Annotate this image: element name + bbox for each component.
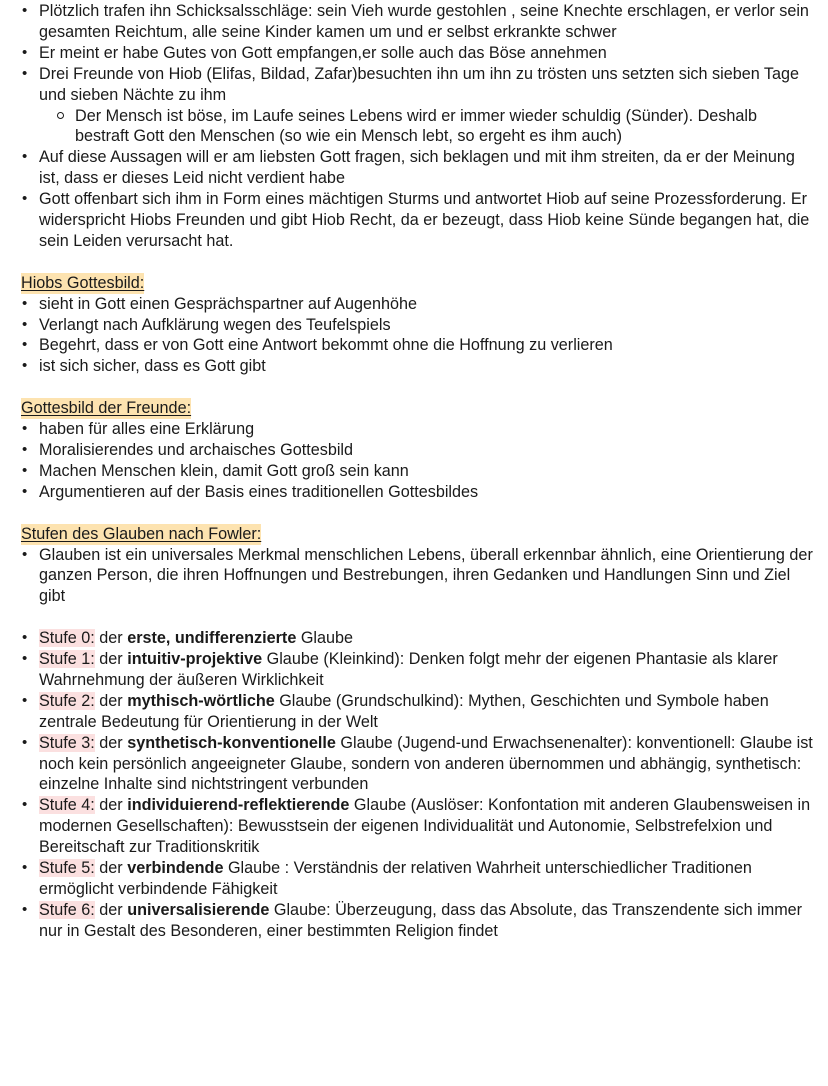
circle-bullet-icon <box>57 112 64 119</box>
intro-list <box>21 1 814 252</box>
spacer <box>21 607 814 628</box>
stufe-name: intuitiv-projektive <box>127 650 263 669</box>
stufe-pre: der <box>94 650 128 669</box>
bullet-icon: • <box>22 691 28 709</box>
stufe-description: Glaube (Grundschulkind): Mythen, Geschichten und Symbole haben zentrale Bedeutung für Orientierung in der Welt <box>39 691 769 731</box>
stufe-description: Glaube <box>296 629 354 648</box>
section-heading: Stufen des Glauben nach Fowler: <box>21 524 262 543</box>
bullet-icon: • <box>22 420 28 438</box>
list-item-text: Machen Menschen klein, damit Gott groß sein kann <box>39 461 409 480</box>
bullet-icon: • <box>22 43 28 61</box>
bullet-icon: • <box>22 2 28 19</box>
list-item <box>21 189 814 252</box>
bullet-icon: • <box>22 315 28 333</box>
bullet-icon: • <box>22 859 28 877</box>
list-item <box>21 43 814 64</box>
spacer <box>21 377 814 398</box>
sub-list-item-text: Der Mensch ist böse, im Laufe seines Lebens wird er immer wieder schuldig (Sünder). Deshalb bestraft Gott den Menschen (so wie ein Mensch lebt, so ergeht es ihm auch) <box>75 106 757 146</box>
stufe-item <box>21 733 814 796</box>
section-freunde <box>21 398 814 503</box>
list-item <box>21 482 814 503</box>
section-heading: Hiobs Gottesbild: <box>21 273 145 292</box>
stufe-name: mythisch-wörtliche <box>127 691 275 710</box>
freunde-list <box>21 419 814 503</box>
stufe-label: Stufe 4: <box>39 796 95 815</box>
section-hiob <box>21 273 814 378</box>
list-item-text: Moralisierendes und archaisches Gottesbild <box>39 441 354 459</box>
bullet-icon: • <box>22 629 28 647</box>
stufe-name: synthetisch-konventionelle <box>127 733 336 752</box>
list-item-text: Begehrt, dass er von Gott eine Antwort bekommt ohne die Hoffnung zu verlieren <box>39 336 613 355</box>
stufe-pre: der <box>94 900 128 919</box>
stufe-item <box>21 691 814 733</box>
stufen-list <box>21 628 814 942</box>
stufe-pre: der <box>94 691 128 710</box>
spacer <box>21 252 814 273</box>
stufe-name: verbindende <box>127 859 224 878</box>
stufe-label: Stufe 1: <box>39 650 95 669</box>
stufe-description: Glaube (Auslöser: Konfontation mit anderen Glaubensweisen in modernen Gesellschaften): Bewusstsein der eigenen Individualität und Autonomie, Selbstrefelxion und Bereitschaft zur Traditionskritik <box>39 796 811 857</box>
stufe-name: erste, undifferenzierte <box>127 629 297 648</box>
bullet-icon: • <box>22 482 28 500</box>
bullet-icon: • <box>22 733 28 751</box>
list-item-text: Drei Freunde von Hiob (Elifas, Bildad, Zafar)besuchten ihn um ihn zu trösten uns setzten sich sieben Tage und sieben Nächte zu ihm <box>39 64 800 104</box>
list-item-text: Glauben ist ein universales Merkmal menschlichen Lebens, überall erkennbar ähnlich, eine Orientierung der ganzen Person, die ihren Hoffnungen und Bestrebungen, ihren Gedanken und Handlungen Sinn und Ziel gibt <box>39 545 813 606</box>
stufe-name: universalisierende <box>127 900 270 919</box>
stufe-description: Glaube (Jugend-und Erwachsenenalter): konventionell: Glaube ist noch kein persönlich angeeigneter Glaube, sondern von anderen übernommen und abhängig, synthetisch: einzelne Inhalte sind nichtstringent verbunden <box>39 733 813 794</box>
spacer <box>21 503 814 524</box>
list-item <box>21 294 814 315</box>
stufe-label: Stufe 6: <box>39 900 95 919</box>
stufe-pre: der <box>94 859 128 878</box>
stufe-description: Glaube: Überzeugung, dass das Absolute, das Transzendente sich immer nur in Gestalt des Besonderen, einer bestimmten Religion findet <box>39 900 803 940</box>
bullet-icon: • <box>22 336 28 354</box>
list-item <box>21 461 814 482</box>
bullet-icon: • <box>22 190 28 208</box>
bullet-icon: • <box>22 545 28 563</box>
list-item <box>21 545 814 608</box>
list-item <box>21 440 814 461</box>
list-item-text: Er meint er habe Gutes von Gott empfangen,er solle auch das Böse annehmen <box>39 43 607 62</box>
stufe-item <box>21 858 814 900</box>
bullet-icon: • <box>22 461 28 479</box>
stufe-item <box>21 900 814 942</box>
section-fowler <box>21 524 814 942</box>
list-item-text: Auf diese Aussagen will er am liebsten Gott fragen, sich beklagen und mit ihm streiten, da er der Meinung ist, dass er dieses Leid nicht verdient habe <box>39 148 795 188</box>
list-item <box>21 1 814 43</box>
sub-list-item <box>57 106 814 148</box>
list-item-text: haben für alles eine Erklärung <box>39 420 255 439</box>
list-item <box>21 356 814 377</box>
list-item-text: Gott offenbart sich ihm in Form eines mächtigen Sturms und antwortet Hiob auf seine Prozessforderung. Er widerspricht Hiobs Freunden und gibt Hiob Recht, da er bezeugt, dass Hiob keine Sünde begangen hat, die sein Leiden verursacht hat. <box>39 190 810 250</box>
list-item-text: Argumentieren auf der Basis eines traditionellen Gottesbildes <box>39 482 479 501</box>
bullet-icon: • <box>22 650 28 668</box>
bullet-icon: • <box>22 796 28 814</box>
list-item <box>21 64 814 148</box>
bullet-icon: • <box>22 357 28 375</box>
hiob-list <box>21 294 814 378</box>
fowler-intro-list <box>21 545 814 608</box>
stufe-description: Glaube (Kleinkind): Denken folgt mehr der eigenen Phantasie als klarer Wahrnehmung der äußeren Wirklichkeit <box>39 650 778 689</box>
stufe-label: Stufe 2: <box>39 691 95 710</box>
bullet-icon: • <box>22 148 28 166</box>
stufe-label: Stufe 3: <box>39 733 95 752</box>
sub-list <box>21 106 814 148</box>
list-item <box>21 335 814 356</box>
section-heading: Gottesbild der Freunde: <box>21 399 192 418</box>
bullet-icon: • <box>22 441 28 458</box>
stufe-item <box>21 795 814 858</box>
stufe-label: Stufe 5: <box>39 859 95 878</box>
stufe-pre: der <box>94 733 128 752</box>
stufe-item <box>21 649 814 691</box>
list-item <box>21 315 814 336</box>
list-item-text: sieht in Gott einen Gesprächspartner auf Augenhöhe <box>39 294 417 313</box>
bullet-icon: • <box>22 64 28 82</box>
list-item-text: ist sich sicher, dass es Gott gibt <box>39 357 266 376</box>
stufe-name: individuierend-reflektierende <box>127 796 350 815</box>
list-item-text: Verlangt nach Aufklärung wegen des Teufelspiels <box>39 315 391 334</box>
bullet-icon: • <box>22 294 28 312</box>
stufe-description: Glaube : Verständnis der relativen Wahrheit unterschiedlicher Traditionen ermöglicht verbindende Fähigkeit <box>39 859 752 898</box>
stufe-label: Stufe 0: <box>39 629 95 648</box>
bullet-icon: • <box>22 900 28 918</box>
list-item <box>21 147 814 189</box>
stufe-pre: der <box>94 629 128 648</box>
list-item <box>21 419 814 440</box>
stufe-pre: der <box>94 796 128 815</box>
list-item-text: Plötzlich trafen ihn Schicksalsschläge: sein Vieh wurde gestohlen , seine Knechte erschlagen, er verlor sein gesamten Reichtum, alle seine Kinder kamen um und er selbst erkrankte schwer <box>39 2 809 41</box>
stufe-item <box>21 628 814 649</box>
